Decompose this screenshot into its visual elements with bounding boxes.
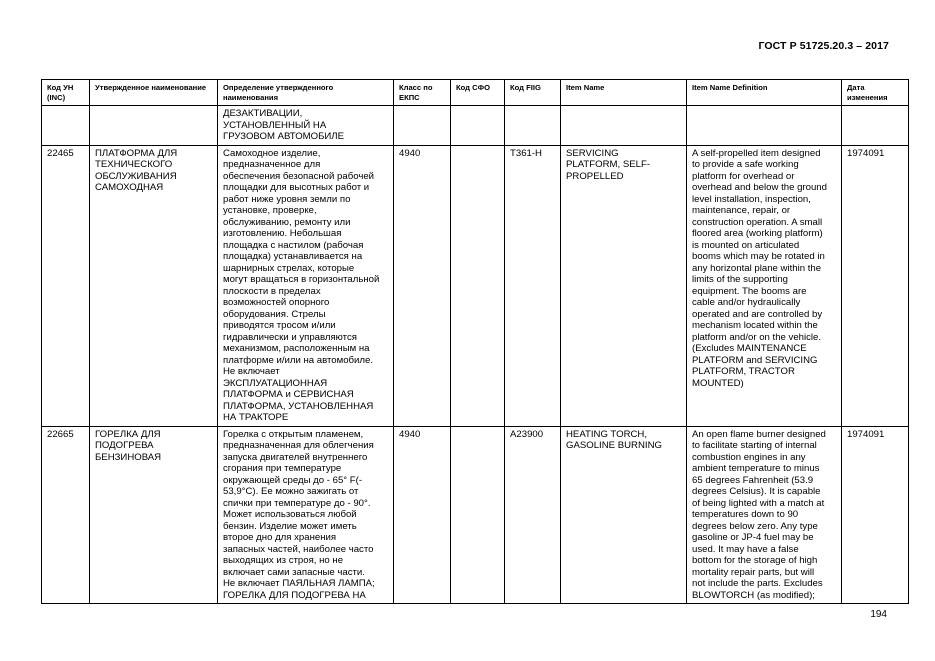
code-fiig-cell: A23900 <box>505 426 561 604</box>
item-name-cell: SERVICING PLATFORM, SELF- PROPELLED <box>561 145 687 426</box>
col-header-inc: Код УН (INC) <box>42 80 90 106</box>
date-cell: 1974091 <box>842 426 909 604</box>
code-sfo-cell <box>451 426 505 604</box>
name-ru-cell: ГОРЕЛКА ДЛЯ ПОДОГРЕВА БЕНЗИНОВАЯ <box>90 426 218 604</box>
document-code: ГОСТ Р 51725.20.3 – 2017 <box>758 40 889 52</box>
col-header-name-ru: Утвержденное наименование <box>90 80 218 106</box>
col-header-date: Дата изменения <box>842 80 909 106</box>
code-fiig-cell: T361-H <box>505 145 561 426</box>
inc-cell: 22665 <box>42 426 90 604</box>
definition-cell: Самоходное изделие, предназначенное для обеспечения безопасной рабочей площадки для высотных работ и работ ниже уровня земли по установке, проверке, обслуживанию, ремонту или изготовлению. Небольшая площадка с настилом (рабочая площадка) устанавливается на шарнирных стрелах, которые могут вращаться в горизонтальной плоскости в пределах возможностей опорного оборудования. Стрелы приводятся тросом и/или гидравлически и управляются механизмом, расположенным на платформе и/или на автомобиле. Не включает ЭКСПЛУАТАЦИОННАЯ ПЛАТФОРМА и СЕРВИСНАЯ ПЛАТФОРМА, УСТАНОВЛЕННАЯ НА ТРАКТОРЕ <box>218 145 394 426</box>
date-cell: 1974091 <box>842 145 909 426</box>
catalog-table <box>41 79 909 604</box>
table-row <box>42 145 909 426</box>
class-ekps-cell: 4940 <box>394 145 451 426</box>
col-header-definition-ru: Определение утвержденного наименования <box>218 80 394 106</box>
definition-cell: Горелка с открытым пламенем, предназначенная для облегчения запуска двигателей внутреннего сгорания при температуре окружающей среды до - 65° F(- 53,9°С). Ее можно зажигать от спички при температуре до - 90°. Может использоваться любой бензин. Изделие может иметь второе дно для хранения запасных частей, наиболее часто выходящих из строя, но не включает сами запасные части. Не включает ПАЯЛЬНАЯ ЛАМПА; ГОРЕЛКА ДЛЯ ПОДОГРЕВА НА <box>218 426 394 604</box>
table-header-row <box>42 80 909 106</box>
col-header-class-ekps: Класс по ЕКПС <box>394 80 451 106</box>
name-ru-cell: ПЛАТФОРМА ДЛЯ ТЕХНИЧЕСКОГО ОБСЛУЖИВАНИЯ САМОХОДНАЯ <box>90 145 218 426</box>
inc-cell: 22465 <box>42 145 90 426</box>
col-header-code-fiig: Код FIIG <box>505 80 561 106</box>
item-definition-cell: A self-propelled item designed to provide a safe working platform for overhead or overhead and below the ground level installation, inspection, maintenance, repair, or construction operation. A small floored area (working platform) is mounted on articulated booms which may be rotated in any horizontal plane within the limits of the supporting equipment. The booms are cable and/or hydraulically operated and are controlled by mechanism located within the platform and/or on the vehicle. (Excludes MAINTENANCE PLATFORM and SERVICING PLATFORM, TRACTOR MOUNTED) <box>687 145 842 426</box>
col-header-item-definition: Item Name Definition <box>687 80 842 106</box>
col-header-code-sfo: Код СФО <box>451 80 505 106</box>
item-name-cell: HEATING TORCH, GASOLINE BURNING <box>561 426 687 604</box>
table-row-continued <box>42 106 909 146</box>
page-number: 194 <box>870 609 887 620</box>
col-header-item-name: Item Name <box>561 80 687 106</box>
code-sfo-cell <box>451 145 505 426</box>
table-row <box>42 426 909 604</box>
class-ekps-cell: 4940 <box>394 426 451 604</box>
item-definition-cell: An open flame burner designed to facilitate starting of internal combustion engines in any ambient temperature to minus 65 degrees Fahrenheit (53.9 degrees Celsius). It is capable of being lighted with a match at temperatures down to 90 degrees below zero. Any type gasoline or JP-4 fuel may be used. It may have a false bottom for the storage of high mortality repair parts, but will not include the parts. Excludes BLOWTORCH (as modified); <box>687 426 842 604</box>
definition-cell: ДЕЗАКТИВАЦИИ, УСТАНОВЛЕННЫЙ НА ГРУЗОВОМ АВТОМОБИЛЕ <box>218 106 394 146</box>
